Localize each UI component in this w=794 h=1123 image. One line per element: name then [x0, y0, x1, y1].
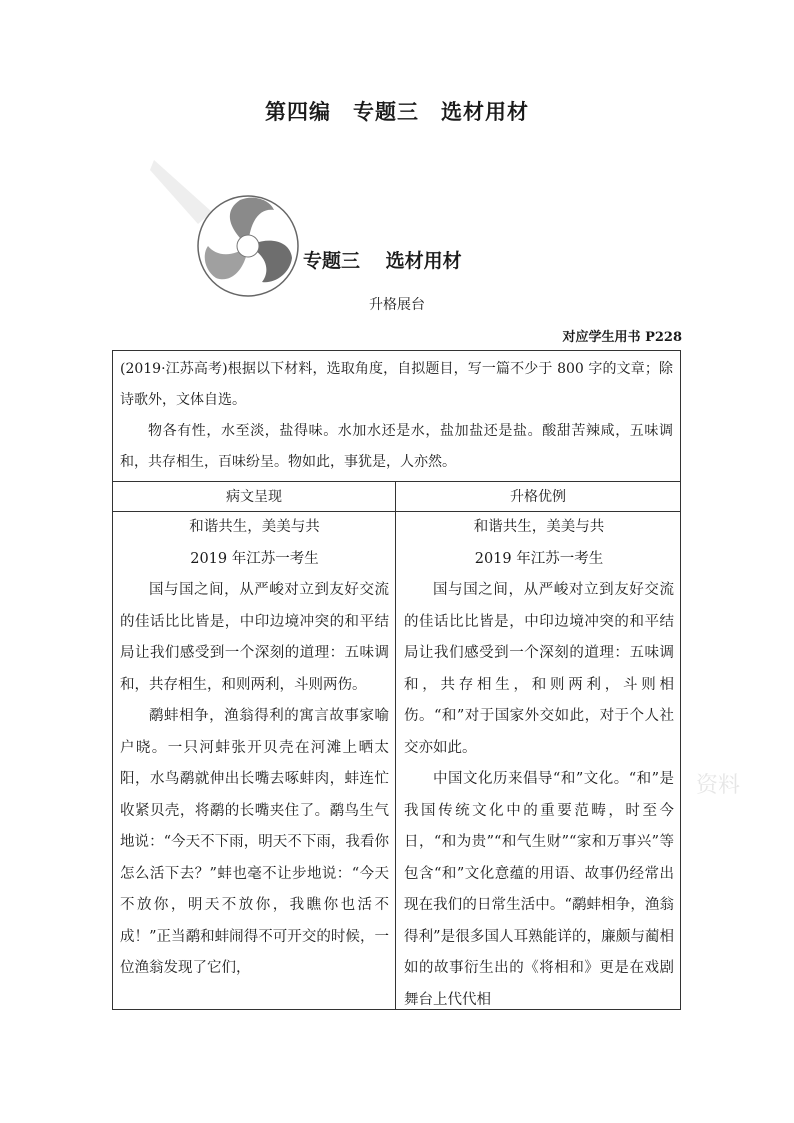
flawed-essay-column [113, 512, 396, 1009]
right-essay-title: 和谐共生，美美与共 [473, 519, 605, 535]
essay-table [112, 350, 681, 1010]
section-subheading: 升格展台 [369, 297, 425, 313]
page-title: 第四编 专题三 选材用材 [265, 99, 529, 124]
left-essay-paragraph: 国与国之间，从严峻对立到友好交流的佳话比比皆是，中印边境冲突的和平结局让我们感受到一个深刻的道理：五味调和，共存相生，和则两利，斗则两伤。 [120, 582, 389, 693]
right-essay-paragraph: 国与国之间，从严峻对立到友好交流的佳话比比皆是，中印边境冲突的和平结局让我们感受到一个深刻的道理：五味调和，共存相生，和则两利，斗则相伤。“和”对于国家外交如此，对于个人社交亦如此。 [404, 582, 674, 756]
prompt-instruction: (2019·江苏高考)根据以下材料，选取角度，自拟题目，写一篇不少于 800 字的文章；除诗歌外，文体自选。 [120, 361, 673, 408]
right-essay-paragraph: 中国文化历来倡导“和”文化。“和”是我国传统文化中的重要范畴，时至今日，“和为贵”“和气生财”“家和万事兴”等包含“和”文化意蕴的用语、故事仍经常出现在我们的日常生活中。“鹬蚌相争，渔翁得利”是很多国人耳熟能详的，廉颇与蔺相如的故事衍生出的《将相和》更是在戏剧舞台上代代相 [404, 771, 674, 1008]
textbook-reference: 对应学生用书 P228 [562, 330, 682, 345]
topic-heading: 专题三 选材用材 [303, 250, 462, 272]
left-essay-paragraph: 鹬蚌相争，渔翁得利的寓言故事家喻户晓。一只河蚌张开贝壳在河滩上晒太阳，水鸟鹬就伸出长嘴去啄蚌肉，蚌连忙收紧贝壳，将鹬的长嘴夹住了。鹬鸟生气地说：“今天不下雨，明天不下雨，我看你怎么活下去？”蚌也毫不让步地说：“今天不放你，明天不放你，我瞧你也活不成！”正当鹬和蚌闹得不可开交的时候，一位渔翁发现了它们， [120, 708, 389, 976]
right-column-header: 升格优例 [396, 482, 680, 512]
prompt-material: 物各有性，水至淡，盐得味。水加水还是水，盐加盐还是盐。酸甜苦辣咸，五味调和，共存相生，百味纷呈。物如此，事犹是，人亦然。 [120, 423, 673, 470]
writing-prompt [113, 351, 680, 482]
right-essay-author: 2019 年江苏一考生 [474, 550, 604, 567]
decorative-swirl-logo [150, 160, 310, 300]
left-column-header: 病文呈现 [113, 482, 396, 512]
watermark: 资料 [696, 773, 741, 798]
improved-essay-column [396, 512, 680, 1009]
left-essay-author: 2019 年江苏一考生 [190, 550, 319, 567]
left-essay-title: 和谐共生，美美与共 [189, 519, 320, 535]
